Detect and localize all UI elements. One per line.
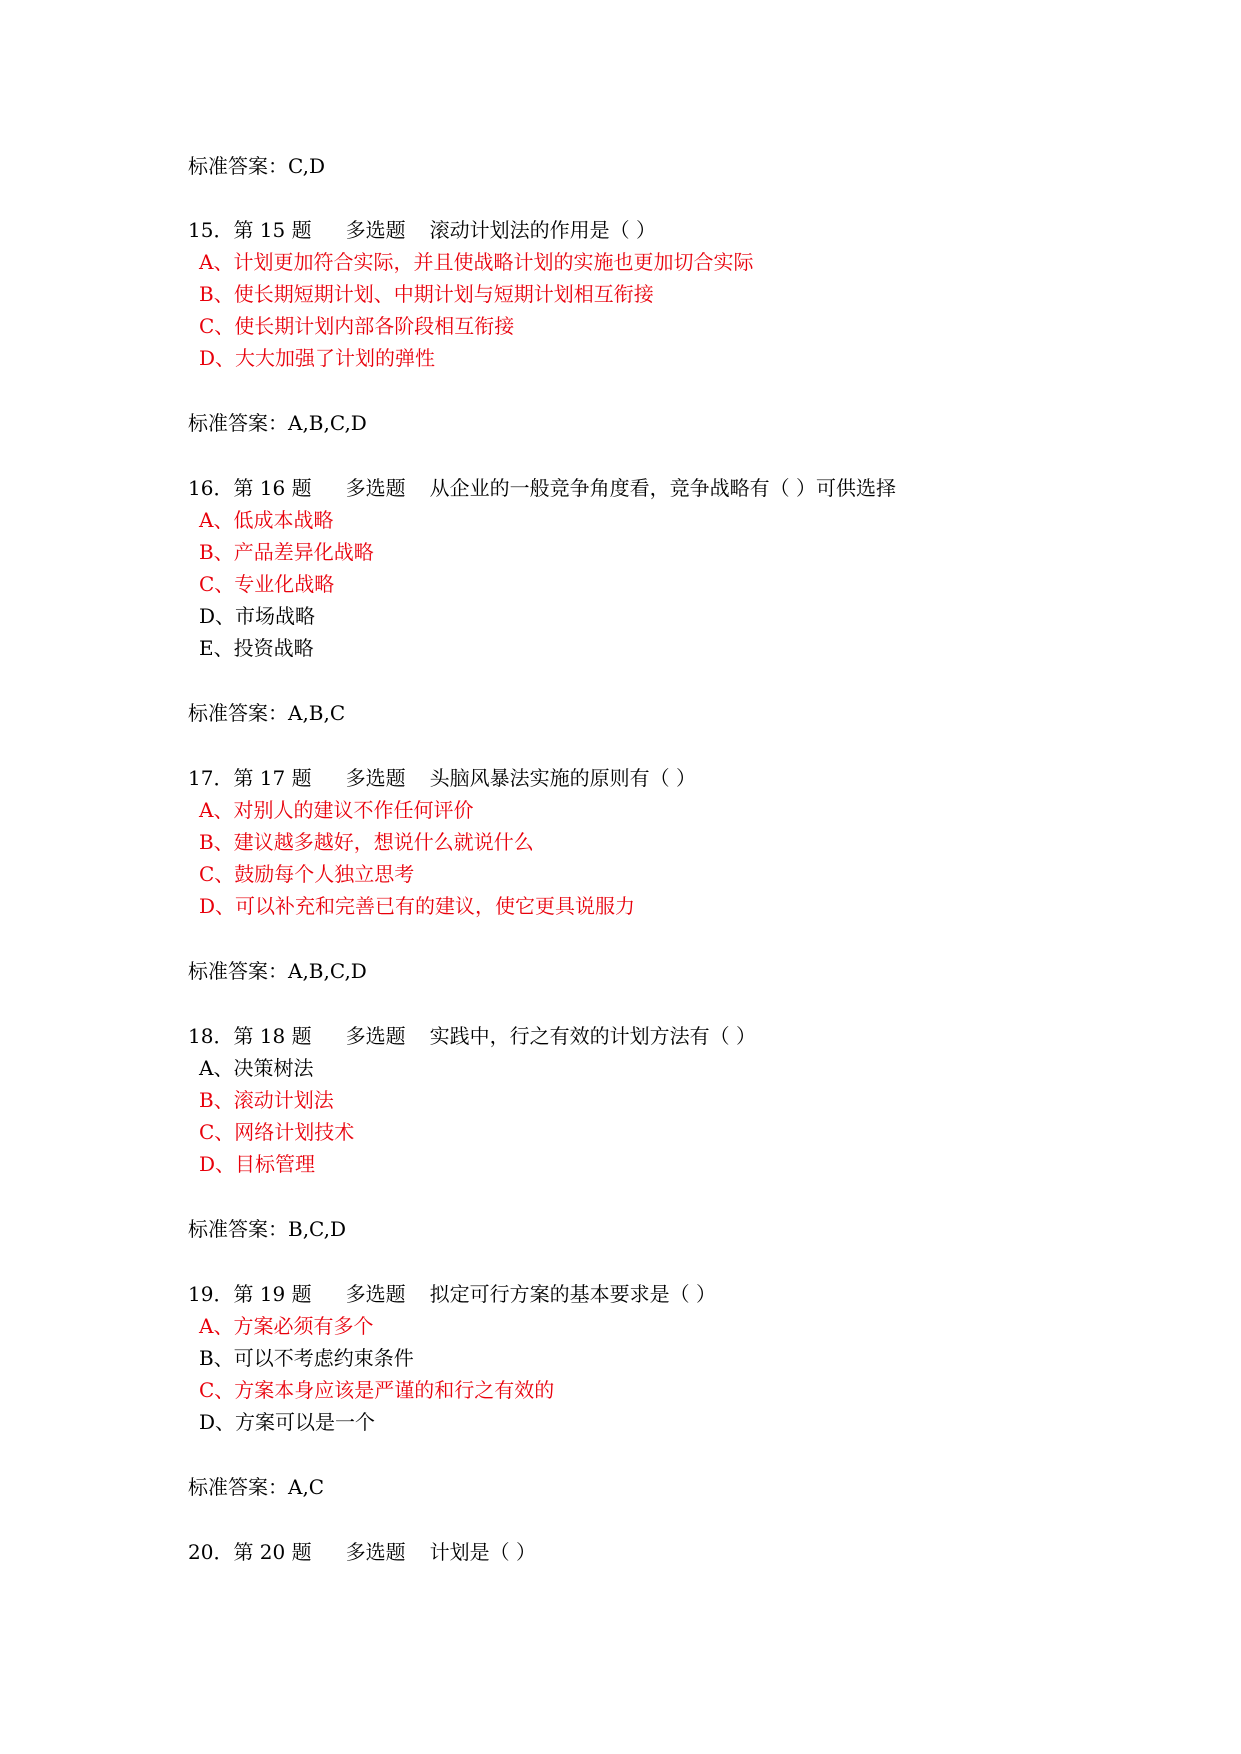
question-type: 多选题 <box>345 476 406 500</box>
question-15 <box>188 216 656 244</box>
question-17 <box>188 764 696 792</box>
option-item: C、专业化战略 <box>199 572 335 596</box>
question-16 <box>188 474 896 502</box>
question-type: 多选题 <box>345 218 406 242</box>
question-text: 头脑风暴法实施的原则有（ ） <box>429 766 696 790</box>
question-number: 16．第 16 题 <box>188 476 312 500</box>
option-item: D、大大加强了计划的弹性 <box>199 346 436 370</box>
answer-line: 标准答案：A,C <box>188 1475 325 1499</box>
option-item: B、建议越多越好，想说什么就说什么 <box>199 830 534 854</box>
question-type: 多选题 <box>345 1282 406 1306</box>
answer-line: 标准答案：A,B,C,D <box>188 959 367 983</box>
option-item: C、网络计划技术 <box>199 1120 355 1144</box>
question-type: 多选题 <box>345 1024 406 1048</box>
question-number: 20．第 20 题 <box>188 1540 312 1564</box>
question-text: 拟定可行方案的基本要求是（ ） <box>429 1282 716 1306</box>
answer-line: 标准答案：A,B,C <box>188 701 346 725</box>
option-item: C、鼓励每个人独立思考 <box>199 862 415 886</box>
option-item: D、目标管理 <box>199 1152 316 1176</box>
question-text: 计划是（ ） <box>429 1540 536 1564</box>
option-item: C、方案本身应该是严谨的和行之有效的 <box>199 1378 555 1402</box>
question-text: 实践中，行之有效的计划方法有（ ） <box>429 1024 756 1048</box>
option-item: B、可以不考虑约束条件 <box>199 1346 414 1370</box>
option-item: D、可以补充和完善已有的建议，使它更具说服力 <box>199 894 636 918</box>
option-item: A、对别人的建议不作任何评价 <box>199 798 474 822</box>
option-item: D、市场战略 <box>199 604 316 628</box>
answer-line: 标准答案：C,D <box>188 154 325 178</box>
option-item: A、决策树法 <box>199 1056 314 1080</box>
question-text: 从企业的一般竞争角度看，竞争战略有（ ）可供选择 <box>429 476 896 500</box>
option-item: B、滚动计划法 <box>199 1088 334 1112</box>
question-18 <box>188 1022 756 1050</box>
option-item: C、使长期计划内部各阶段相互衔接 <box>199 314 515 338</box>
answer-line: 标准答案：A,B,C,D <box>188 411 367 435</box>
option-item: B、产品差异化战略 <box>199 540 374 564</box>
question-type: 多选题 <box>345 766 406 790</box>
question-20 <box>188 1538 536 1566</box>
question-19 <box>188 1280 716 1308</box>
option-item: A、方案必须有多个 <box>199 1314 374 1338</box>
option-item: A、低成本战略 <box>199 508 334 532</box>
question-number: 15．第 15 题 <box>188 218 312 242</box>
question-text: 滚动计划法的作用是（ ） <box>429 218 656 242</box>
question-number: 18．第 18 题 <box>188 1024 312 1048</box>
answer-line: 标准答案：B,C,D <box>188 1217 347 1241</box>
option-item: A、计划更加符合实际，并且使战略计划的实施也更加切合实际 <box>199 250 754 274</box>
question-type: 多选题 <box>345 1540 406 1564</box>
option-item: B、使长期短期计划、中期计划与短期计划相互衔接 <box>199 282 654 306</box>
question-number: 17．第 17 题 <box>188 766 312 790</box>
option-item: E、投资战略 <box>199 636 314 660</box>
question-number: 19．第 19 题 <box>188 1282 312 1306</box>
option-item: D、方案可以是一个 <box>199 1410 376 1434</box>
